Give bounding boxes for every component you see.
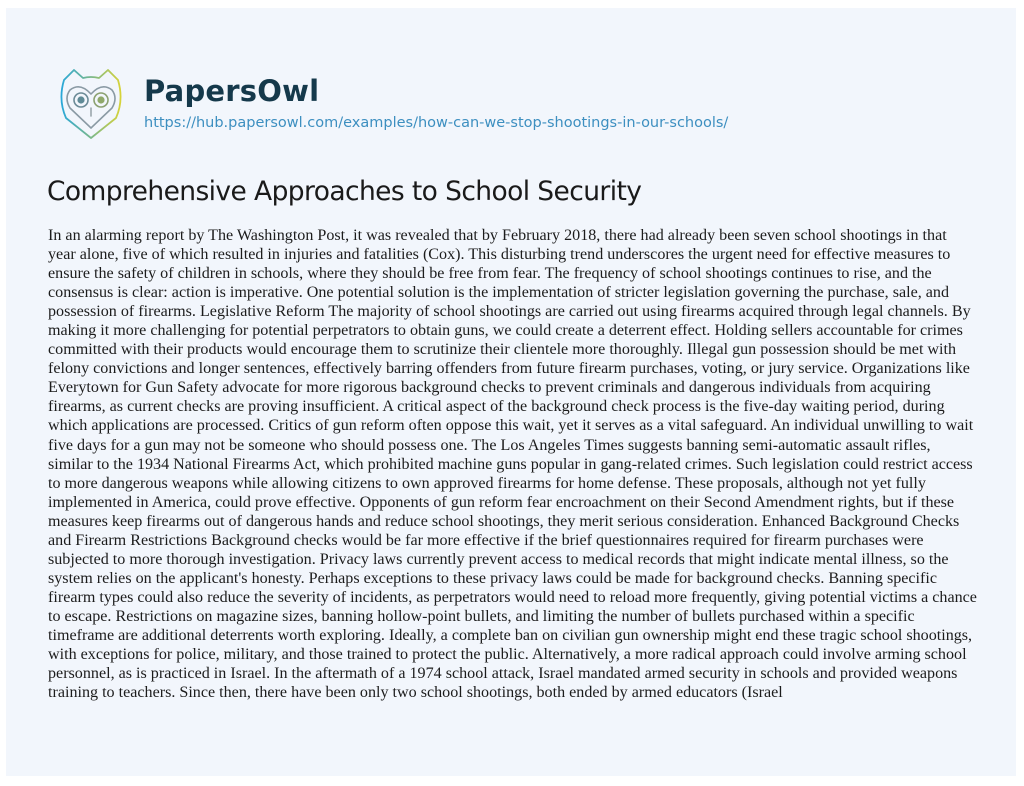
- page-title: Comprehensive Approaches to School Security: [47, 176, 642, 207]
- document-page: [6, 8, 1016, 776]
- brand-block: [144, 73, 728, 133]
- owl-logo-icon: [46, 58, 136, 148]
- site-header: [46, 58, 728, 148]
- source-url-link[interactable]: https://hub.papersowl.com/examples/how-can-we-stop-shootings-in-our-schools/: [144, 115, 729, 131]
- essay-body-text: In an alarming report by The Washington Post, it was revealed that by February 2018, there had already been seven school shootings in that year alone, five of which resulted in injuries and fatalities (Cox). This disturbing trend underscores the urgent need for effective measures to ensure the safety of children in schools, where they should be free from fear. The frequency of school shootings continues to rise, and the consensus is clear: action is imperative. One potential solution is the implementation of stricter legislation governing the purchase, sale, and possession of firearms. Legislative Reform The majority of school shootings are carried out using firearms acquired through legal channels. By making it more challenging for potential perpetrators to obtain guns, we could create a deterrent effect. Holding sellers accountable for crimes committed with their products would encourage them to scrutinize their clientele more thoroughly. Illegal gun possession should be met with felony convictions and longer sentences, effectively barring offenders from future firearm purchases, voting, or jury service. Organizations like Everytown for Gun Safety advocate for more rigorous background checks to prevent criminals and dangerous individuals from acquiring firearms, as current checks are proving insufficient. A critical aspect of the background check process is the five-day waiting period, during which applications are processed. Critics of gun reform often oppose this wait, yet it serves as a vital safeguard. An individual unwilling to wait five days for a gun may not be someone who should possess one. The Los Angeles Times suggests banning semi-automatic assault rifles, similar to the 1934 National Firearms Act, which prohibited machine guns popular in gang-related crimes. Such legislation could restrict access to more dangerous weapons while allowing citizens to own approved firearms for home defense. These proposals, although not yet fully implemented in America, could prove effective. Opponents of gun reform fear encroachment on their Second Amendment rights, but if these measures keep firearms out of dangerous hands and reduce school shootings, they merit serious consideration. Enhanced Background Checks and Firearm Restrictions Background checks would be far more effective if the brief questionnaires required for firearm purchases were subjected to more thorough investigation. Privacy laws currently prevent access to medical records that might indicate mental illness, so the system relies on the applicant's honesty. Perhaps exceptions to these privacy laws could be made for background checks. Banning specific firearm types could also reduce the severity of incidents, as perpetrators would need to reload more frequently, giving potential victims a chance to escape. Restrictions on magazine sizes, banning hollow-point bullets, and limiting the number of bullets purchased within a specific timeframe are additional deterrents worth exploring. Ideally, a complete ban on civilian gun ownership might end these tragic school shootings, with exceptions for police, military, and those trained to protect the public. Alternatively, a more radical approach could involve arming school personnel, as is practiced in Israel. In the aftermath of a 1974 school attack, Israel mandated armed security in schools and provided weapons training to teachers. Since then, there have been only two school shootings, both ended by armed educators (Israel: [48, 227, 977, 702]
- brand-name: PapersOwl: [144, 74, 320, 108]
